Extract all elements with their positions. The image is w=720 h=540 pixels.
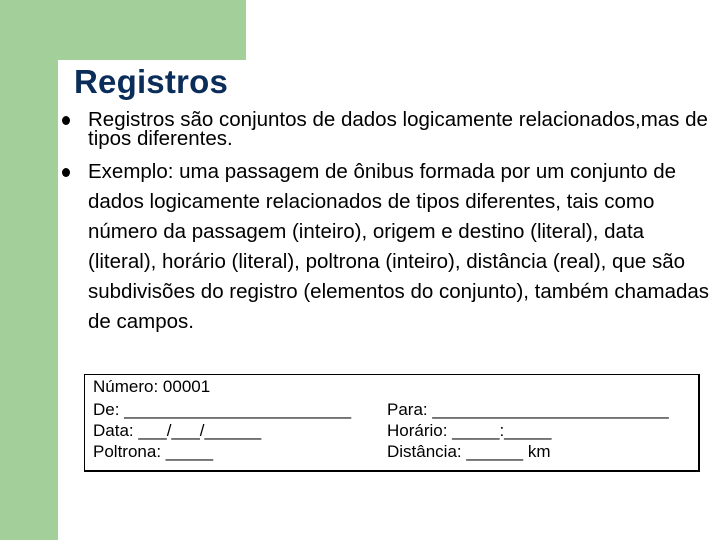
bullet-item <box>62 110 712 148</box>
ticket-form <box>84 374 700 472</box>
ticket-date: Data: ___/___/______ <box>93 421 262 440</box>
ticket-number: Número: 00001 <box>93 377 211 396</box>
bullet-text: Registros são conjuntos de dados logicamente relacionados,mas de tipos diferentes. <box>88 108 708 150</box>
bullet-text: Exemplo: uma passagem de ônibus formada por um conjunto de dados logicamente relacionados de tipos diferentes, tais como número da passagem (inteiro), origem e destino (literal), data (literal), horário (literal), poltrona (inteiro), distância (real), que são subdivisões do registro (elementos do conjunto), também chamadas de campos. <box>88 160 710 333</box>
bullet-list <box>62 110 712 337</box>
ticket-destination: Para: _________________________ <box>387 400 669 419</box>
bullet-item <box>62 157 712 337</box>
ticket-distance: Distância: ______ km <box>387 442 551 461</box>
left-decorative-band <box>0 0 58 540</box>
top-decorative-band <box>58 0 246 60</box>
bullet-dot-icon <box>62 168 70 177</box>
ticket-seat: Poltrona: _____ <box>93 442 214 461</box>
bullet-dot-icon <box>62 116 70 125</box>
ticket-time: Horário: _____:_____ <box>387 421 552 440</box>
slide-title: Registros <box>74 63 229 100</box>
ticket-origin: De: ________________________ <box>93 400 352 419</box>
